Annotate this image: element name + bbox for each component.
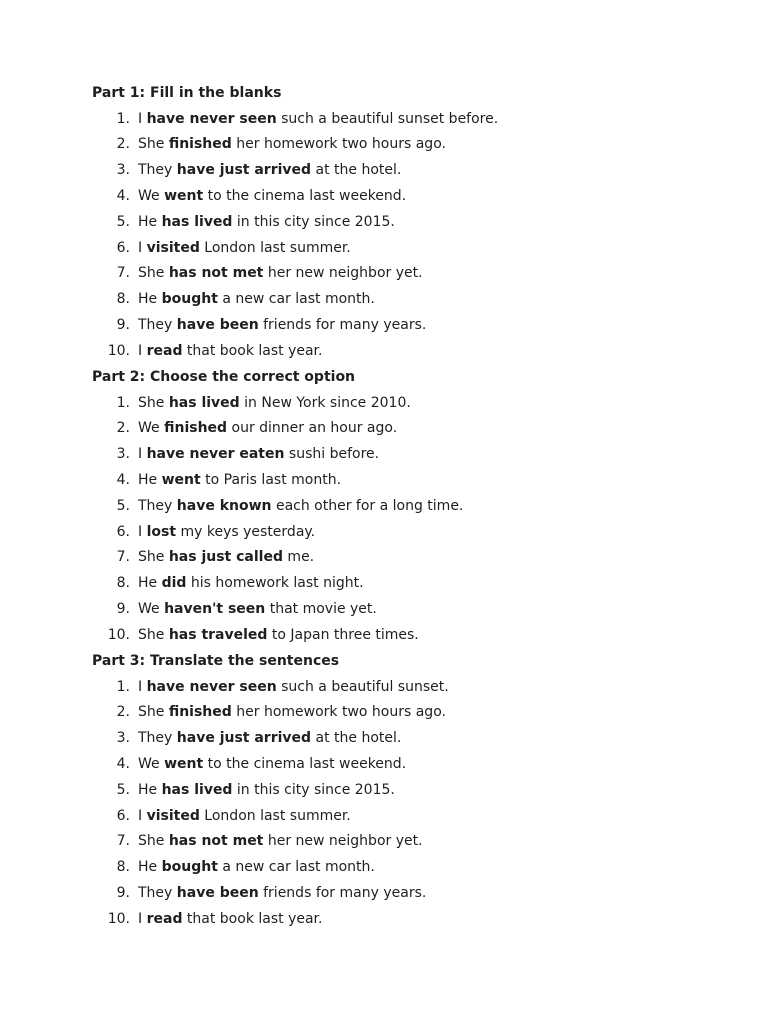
sentence-end: that book last year. xyxy=(182,910,323,927)
sentence-end: such a beautiful sunset. xyxy=(276,678,449,695)
sentence-start: He xyxy=(138,471,162,488)
item-number: 6. xyxy=(116,523,130,540)
sentence-start: I xyxy=(138,523,147,540)
sentence-start: I xyxy=(138,110,147,127)
sentence-start: He xyxy=(138,213,162,230)
sentence-start: We xyxy=(138,755,165,772)
verb-answer: have just arrived xyxy=(176,162,312,179)
sentence-start: He xyxy=(138,575,162,592)
item-number: 5. xyxy=(116,497,130,514)
sentence-end: his homework last night. xyxy=(186,575,364,592)
item-sentence xyxy=(138,833,423,849)
sentence-start: She xyxy=(138,265,169,282)
list-item xyxy=(100,445,379,463)
list-item xyxy=(100,678,449,696)
list-item xyxy=(100,858,375,876)
list-item xyxy=(100,213,395,231)
item-number: 3. xyxy=(116,730,130,747)
list-item xyxy=(100,290,375,308)
sentence-start: They xyxy=(138,316,177,333)
verb-answer: went xyxy=(164,187,204,204)
sentence-end: friends for many years. xyxy=(258,316,427,333)
item-sentence xyxy=(138,808,351,824)
sentence-end: London last summer. xyxy=(199,239,351,256)
sentence-end: in this city since 2015. xyxy=(232,781,395,798)
sentence-end: our dinner an hour ago. xyxy=(227,420,398,437)
sentence-end: a new car last month. xyxy=(217,291,375,308)
sentence-end: to Paris last month. xyxy=(200,471,342,488)
verb-answer: has not met xyxy=(168,833,264,850)
sentence-start: They xyxy=(138,884,177,901)
verb-answer: visited xyxy=(146,807,200,824)
item-number: 5. xyxy=(116,781,130,798)
sentence-start: We xyxy=(138,420,165,437)
item-sentence xyxy=(138,420,397,436)
item-number: 1. xyxy=(116,394,130,411)
item-sentence xyxy=(138,214,395,230)
sentence-start: He xyxy=(138,291,162,308)
section-title: Part 1: Fill in the blanks xyxy=(92,85,282,101)
sentence-start: She xyxy=(138,549,169,566)
verb-answer: went xyxy=(164,755,204,772)
sentence-start: She xyxy=(138,626,169,643)
sentence-end: in New York since 2010. xyxy=(239,394,411,411)
verb-answer: have been xyxy=(176,316,259,333)
item-sentence xyxy=(138,575,364,591)
list-item xyxy=(100,729,401,747)
verb-answer: have never seen xyxy=(146,678,277,695)
sentence-end: her new neighbor yet. xyxy=(263,265,423,282)
sentence-end: to Japan three times. xyxy=(267,626,419,643)
item-number: 10. xyxy=(107,910,130,927)
verb-answer: have never eaten xyxy=(146,446,285,463)
list-item xyxy=(100,239,351,257)
item-number: 7. xyxy=(116,549,130,566)
verb-answer: read xyxy=(146,342,183,359)
verb-answer: have never seen xyxy=(146,110,277,127)
sentence-end: at the hotel. xyxy=(311,162,402,179)
item-sentence xyxy=(138,730,401,746)
item-number: 2. xyxy=(116,420,130,437)
verb-answer: has just called xyxy=(168,549,283,566)
sentence-end: my keys yesterday. xyxy=(176,523,316,540)
item-number: 6. xyxy=(116,239,130,256)
item-number: 9. xyxy=(116,316,130,333)
item-sentence xyxy=(138,446,379,462)
list-item xyxy=(100,110,498,128)
item-sentence xyxy=(138,627,419,643)
item-number: 5. xyxy=(116,213,130,230)
verb-answer: lost xyxy=(146,523,177,540)
item-number: 9. xyxy=(116,884,130,901)
list-item xyxy=(100,884,426,902)
verb-answer: has not met xyxy=(168,265,264,282)
verb-answer: have been xyxy=(176,884,259,901)
section-title: Part 2: Choose the correct option xyxy=(92,369,356,385)
verb-answer: finished xyxy=(168,136,232,153)
item-sentence xyxy=(138,265,423,281)
sentence-end: her homework two hours ago. xyxy=(231,704,446,721)
list-item xyxy=(100,316,426,334)
item-number: 2. xyxy=(116,704,130,721)
sentence-end: London last summer. xyxy=(199,807,351,824)
item-number: 2. xyxy=(116,136,130,153)
list-item xyxy=(100,471,341,489)
verb-answer: visited xyxy=(146,239,200,256)
item-sentence xyxy=(138,291,375,307)
item-sentence xyxy=(138,188,406,204)
list-item xyxy=(100,135,446,153)
sentence-start: I xyxy=(138,910,147,927)
sentence-end: friends for many years. xyxy=(258,884,427,901)
list-item xyxy=(100,626,419,644)
sentence-end: a new car last month. xyxy=(217,859,375,876)
item-sentence xyxy=(138,679,449,695)
sentence-end: in this city since 2015. xyxy=(232,213,395,230)
sentence-start: She xyxy=(138,704,169,721)
item-number: 4. xyxy=(116,187,130,204)
verb-answer: went xyxy=(161,471,201,488)
item-sentence xyxy=(138,395,411,411)
list-item xyxy=(100,755,406,773)
verb-answer: has lived xyxy=(168,394,240,411)
sentence-end: her homework two hours ago. xyxy=(231,136,446,153)
item-sentence xyxy=(138,136,446,152)
item-sentence xyxy=(138,317,426,333)
sentence-end: that movie yet. xyxy=(265,600,377,617)
item-number: 6. xyxy=(116,807,130,824)
sentence-start: She xyxy=(138,394,169,411)
verb-answer: finished xyxy=(168,704,232,721)
verb-answer: bought xyxy=(161,859,218,876)
sentence-start: She xyxy=(138,833,169,850)
sentence-end: to the cinema last weekend. xyxy=(203,755,407,772)
sentence-start: I xyxy=(138,807,147,824)
sentence-end: such a beautiful sunset before. xyxy=(276,110,499,127)
sentence-start: They xyxy=(138,497,177,514)
item-sentence xyxy=(138,549,314,565)
item-number: 3. xyxy=(116,446,130,463)
verb-answer: have known xyxy=(176,497,272,514)
sentence-start: They xyxy=(138,162,177,179)
verb-answer: haven't seen xyxy=(164,600,266,617)
item-sentence xyxy=(138,343,322,359)
list-item xyxy=(100,600,377,618)
list-item xyxy=(100,497,463,515)
item-number: 8. xyxy=(116,291,130,308)
item-sentence xyxy=(138,885,426,901)
list-item xyxy=(100,523,315,541)
sentence-start: She xyxy=(138,136,169,153)
sentence-end: at the hotel. xyxy=(311,730,402,747)
verb-answer: has lived xyxy=(161,213,233,230)
list-item xyxy=(100,161,401,179)
sentence-start: I xyxy=(138,678,147,695)
item-sentence xyxy=(138,782,395,798)
item-sentence xyxy=(138,472,341,488)
item-number: 4. xyxy=(116,755,130,772)
sentence-end: her new neighbor yet. xyxy=(263,833,423,850)
item-sentence xyxy=(138,756,406,772)
section-title: Part 3: Translate the sentences xyxy=(92,653,340,669)
item-number: 1. xyxy=(116,678,130,695)
list-item xyxy=(100,807,351,825)
list-item xyxy=(100,910,322,928)
list-item xyxy=(100,342,322,360)
item-number: 8. xyxy=(116,859,130,876)
item-number: 10. xyxy=(107,626,130,643)
verb-answer: read xyxy=(146,910,183,927)
list-item xyxy=(100,419,397,437)
item-number: 4. xyxy=(116,471,130,488)
sentence-end: to the cinema last weekend. xyxy=(203,187,407,204)
item-sentence xyxy=(138,704,446,720)
item-sentence xyxy=(138,162,401,178)
sentence-end: sushi before. xyxy=(284,446,380,463)
item-sentence xyxy=(138,498,463,514)
list-item xyxy=(100,832,423,850)
item-number: 10. xyxy=(107,342,130,359)
item-sentence xyxy=(138,240,351,256)
item-number: 9. xyxy=(116,600,130,617)
sentence-start: He xyxy=(138,859,162,876)
list-item xyxy=(100,574,364,592)
verb-answer: have just arrived xyxy=(176,730,312,747)
item-sentence xyxy=(138,524,315,540)
sentence-start: They xyxy=(138,730,177,747)
list-item xyxy=(100,187,406,205)
list-item xyxy=(100,394,411,412)
item-sentence xyxy=(138,911,322,927)
item-number: 8. xyxy=(116,575,130,592)
item-number: 7. xyxy=(116,833,130,850)
list-item xyxy=(100,703,446,721)
sentence-start: I xyxy=(138,446,147,463)
item-number: 1. xyxy=(116,110,130,127)
verb-answer: has lived xyxy=(161,781,233,798)
item-sentence xyxy=(138,859,375,875)
verb-answer: finished xyxy=(164,420,228,437)
list-item xyxy=(100,781,395,799)
sentence-end: me. xyxy=(282,549,315,566)
list-item xyxy=(100,548,314,566)
list-item xyxy=(100,264,423,282)
verb-answer: has traveled xyxy=(168,626,268,643)
item-number: 3. xyxy=(116,162,130,179)
item-number: 7. xyxy=(116,265,130,282)
sentence-start: He xyxy=(138,781,162,798)
item-sentence xyxy=(138,601,377,617)
verb-answer: bought xyxy=(161,291,218,308)
sentence-start: We xyxy=(138,187,165,204)
sentence-start: I xyxy=(138,239,147,256)
sentence-end: each other for a long time. xyxy=(271,497,464,514)
sentence-start: I xyxy=(138,342,147,359)
sentence-end: that book last year. xyxy=(182,342,323,359)
verb-answer: did xyxy=(161,575,187,592)
sentence-start: We xyxy=(138,600,165,617)
item-sentence xyxy=(138,111,498,127)
